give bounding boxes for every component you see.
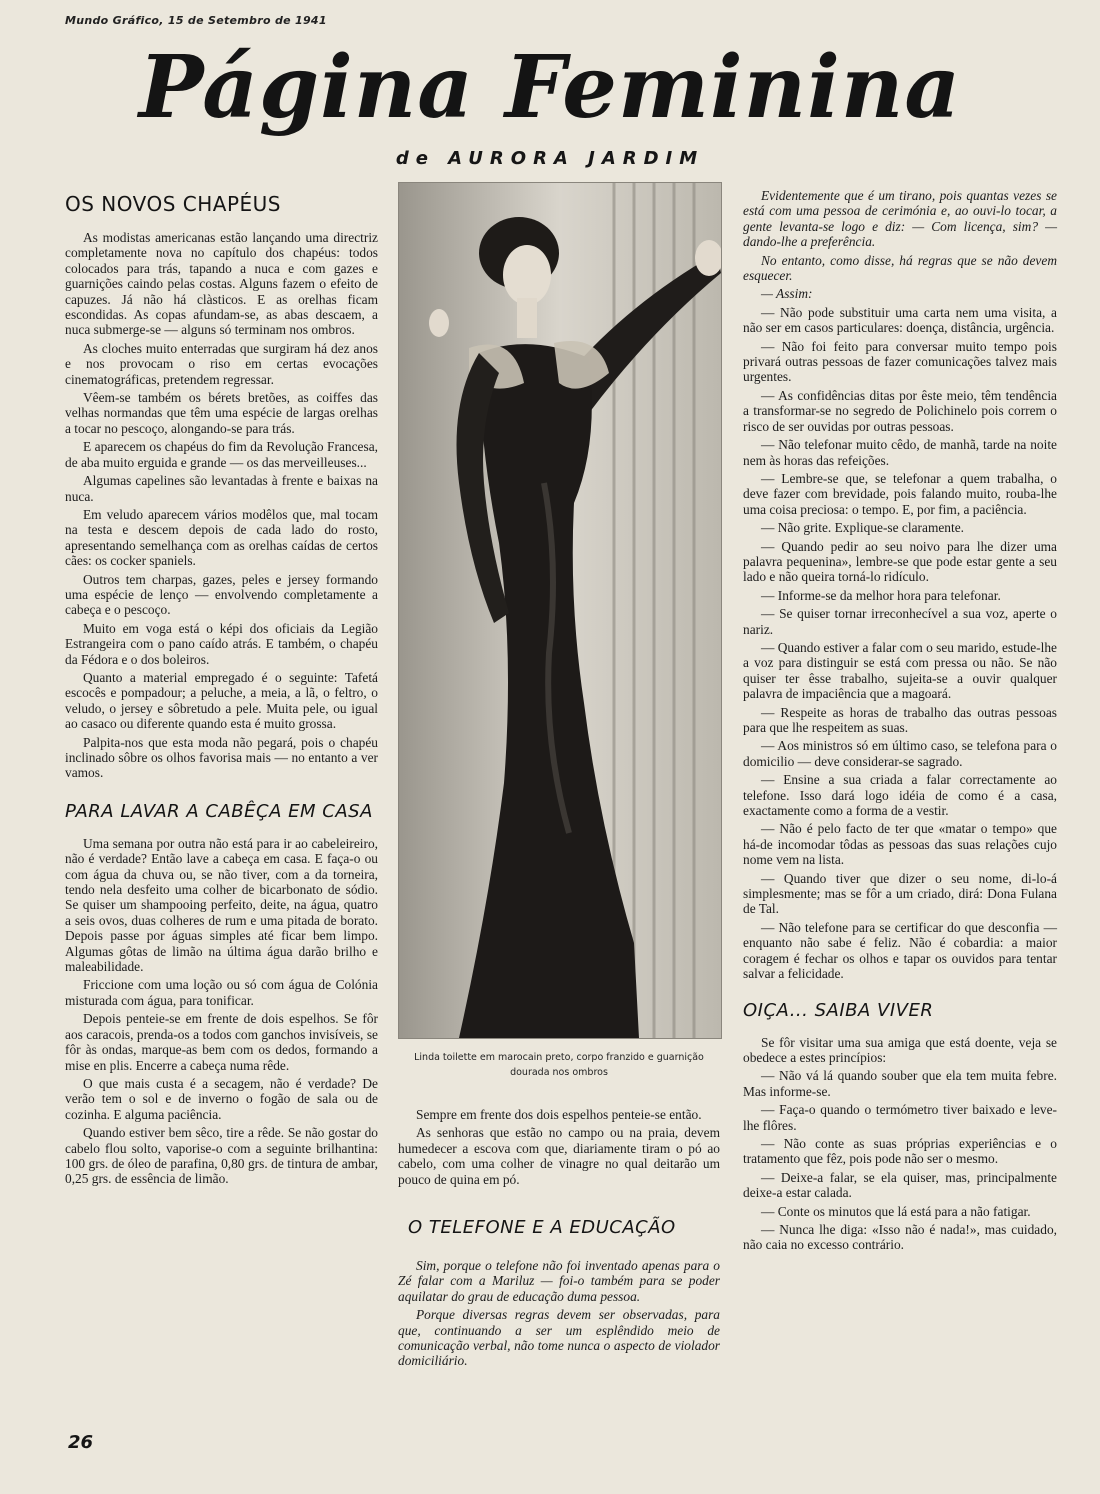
column-middle bbox=[398, 1107, 720, 1372]
paragraph: Se fôr visitar uma sua amiga que está doente, veja se obedece a estes princípios: bbox=[743, 1034, 1057, 1065]
section-heading-novos-chapeus: OS NOVOS CHAPÉUS bbox=[65, 192, 281, 216]
advice-item: — Conte os minutos que lá está para a não fatigar. bbox=[761, 1203, 1031, 1219]
paragraph: Quando estiver bem sêco, tire a rêde. Se não gostar do cabelo flou solto, vaporise-o com a seguinte brilhantina: 100 grs. de óleo de parafina, 0,80 grs. de tintura de ambar, 0,25 grs. de essência de limão. bbox=[65, 1125, 378, 1187]
paragraph: O que mais custa é a secagem, não é verdade? De verão tem o sol e de inverno o fogão de sala ou de cozinha. E alguma paciência. bbox=[65, 1075, 378, 1122]
rule-item: — Não é pelo facto de ter que «matar o tempo» que há-de incomodar tôdas as pessoas das suas relações cujo nome vem na lista. bbox=[743, 821, 1057, 868]
rule-item: — Ensine a sua criada a falar correctamente ao telefone. Isso dará logo idéia de como é a casa, exactamente como a forma de a vestir. bbox=[743, 772, 1057, 819]
paragraph: As modistas americanas estão lançando uma directriz completamente nova no capítulo dos chapéus: todos colocados para trás, tapando a nuca e com gazes e guarnições caindo pelas costas. Alguns fazem o efeito de capuzes. Já não há clàsticos. E as orelhas ficam escondidas. As copas afundam-se, as abas descaem, a nuca submerge-se — alguns só terminam nos ombros. bbox=[65, 230, 378, 338]
paragraph: — Assim: bbox=[761, 286, 813, 302]
paragraph: Depois penteie-se em frente de dois espelhos. Se fôr aos caracois, prenda-os a todos com ganchos invisíveis, se fôr às ondas, marque-as bem com os dedos, formando a mise en plis. Encerre a cabeça numa rêde. bbox=[65, 1011, 378, 1073]
rule-item: — As confidências ditas por êste meio, têm tendência a transformar-se no segredo de Polichinelo pois correm o risco de ser ouvidas por outras pessoas. bbox=[743, 387, 1057, 434]
section-heading-saiba-viver: OIÇA... SAIBA VIVER bbox=[743, 999, 934, 1021]
paragraph: Vêem-se também os bérets bretões, as coiffes das velhas normandas que têm uma espécie de largas orelhas a tocar no pescoço, alongando-se para trás. bbox=[65, 390, 378, 436]
paragraph: Evidentemente que é um tirano, pois quantas vezes se está com uma pessoa de cerimónia e, ao ouvi-lo tocar, a gente levanta-se logo e diz: — Com licença, sim? — dando-lhe a preferência. bbox=[743, 188, 1057, 250]
advice-item: — Nunca lhe diga: «Isso não é nada!», mas cuidado, não caia no excesso contrário. bbox=[743, 1221, 1057, 1253]
rule-item: — Não foi feito para conversar muito tempo pois privará outras pessoas de fazer comunicações talvez mais urgentes. bbox=[743, 338, 1057, 385]
paragraph: Sim, porque o telefone não foi inventado apenas para o Zé falar com a Mariluz — foi-o também para se poder aquilatar do grau de educação duma pessoa. bbox=[398, 1258, 720, 1304]
paragraph: Uma semana por outra não está para ir ao cabeleireiro, não é verdade? Então lave a cabeça em casa. E faça-o ou com água da chuva ou, se não tiver, com a da torneira, tendo nela desfeito uma colher de bicarbonato de sódio. Se quiser um shampooing perfeito, deite, na água, quatro a seis ovos, duas colheres de rum e uma pitada de borato. Depois passe por águas simples até ficar bem limpo. Algumas gôtas de limão na última água darão brilho e maleabilidade. bbox=[65, 835, 378, 975]
rule-item: — Se quiser tornar irreconhecível a sua voz, aperte o nariz. bbox=[743, 606, 1057, 637]
rule-item: — Não telefone para se certificar do que desconfia — enquanto não sabe é feliz. Não é cobardia: a maior coragem é fechar os olhos e tapar os ouvidos para tentar salvar a felicidade. bbox=[743, 919, 1057, 982]
paragraph: Muito em voga está o képi dos oficiais da Legião Estrangeira com o pano caído atrás. E também, o chapéu da Fédora e o dos boleiros. bbox=[65, 620, 378, 667]
paragraph: E aparecem os chapéus do fim da Revolução Francesa, de aba muito erguida e grande — os das merveilleuses... bbox=[65, 439, 378, 470]
page-title: Página Feminina bbox=[138, 37, 962, 138]
rule-item: — Não grite. Explique-se claramente. bbox=[761, 520, 965, 536]
paragraph: Quanto a material empregado é o seguinte: Tafetá escocês e pompadour; a peluche, a meia, a lã, o feltro, o veludo, o jersey e sôbretudo a pele. Muita pele, ou igual ao casaco ou diferente quando esta é muito grossa. bbox=[65, 669, 378, 732]
paragraph: Sempre em frente dos dois espelhos penteie-se então. bbox=[416, 1107, 702, 1122]
advice-item: — Não conte as suas próprias experiências e o tratamento que fêz, pois pode não ser o mesmo. bbox=[743, 1135, 1057, 1167]
paragraph: Palpita-nos que esta moda não pegará, pois o chapéu inclinado sôbre os olhos favorisa mais — no entanto a ver vamos. bbox=[65, 734, 378, 781]
rule-item: — Aos ministros só em último caso, se telefona para o domicilio — deve considerar-se sagrado. bbox=[743, 738, 1057, 769]
section-heading-telefone: O TELEFONE E A EDUCAÇÃO bbox=[408, 1217, 676, 1239]
rule-item: — Lembre-se que, se telefonar a quem trabalha, o deve fazer com brevidade, pois falando muito, rouba-lhe uma coisa preciosa: o tempo. E, por fim, a paciência. bbox=[743, 470, 1057, 517]
publication-line: Mundo Gráfico, 15 de Setembro de 1941 bbox=[65, 14, 327, 27]
rule-item: — Quando tiver que dizer o seu nome, di-lo-á simplesmente; mas se fôr a um criado, dirá: Dona Fulana de Tal. bbox=[743, 870, 1057, 917]
byline: de AURORA JARDIM bbox=[395, 148, 705, 169]
paragraph: No entanto, como disse, há regras que se não devem esquecer. bbox=[743, 252, 1057, 284]
advice-item: — Faça-o quando o termómetro tiver baixado e leve-lhe flôres. bbox=[743, 1102, 1057, 1133]
advice-item: — Deixe-a falar, se ela quiser, mas, principalmente deixe-a estar calada. bbox=[743, 1169, 1057, 1201]
rule-item: — Quando pedir ao seu noivo para lhe dizer uma palavra pequenina», lembre-se que pode estar gente a seu lado e não queira torná-lo ridículo. bbox=[743, 538, 1057, 585]
fashion-photo bbox=[398, 182, 722, 1039]
paragraph: Friccione com uma loção ou só com água de Colónia misturada com água, para tonificar. bbox=[65, 977, 378, 1008]
paragraph: As senhoras que estão no campo ou na praia, devem humedecer a escova com que, diariamente tiram o pó ao cabelo, com uma colher de vinagre no qual deitarão um pouco de quina em pó. bbox=[398, 1125, 720, 1187]
paragraph: Porque diversas regras devem ser observadas, para que, continuando a ser um esplêndido meio de comunicação verbal, não tome nunca o aspecto de violador domiciliário. bbox=[398, 1307, 720, 1369]
rule-item: — Quando estiver a falar com o seu marido, estude-lhe a voz para distinguir se está com pressa ou não. Se não quiser ter êsse trabalho, sujeita-se a ouvir qualquer palavra de impaciência que a magoará. bbox=[743, 639, 1057, 702]
paragraph: Outros tem charpas, gazes, peles e jersey formando uma espécie de lenço — envolvendo completamente a cabeça e o pescoço. bbox=[65, 571, 378, 618]
rule-item: — Não telefonar muito cêdo, de manhã, tarde na noite nem às horas das refeições. bbox=[743, 437, 1057, 468]
column-right bbox=[743, 188, 1057, 1256]
advice-item: — Não vá lá quando souber que ela tem muita febre. Mas informe-se. bbox=[743, 1068, 1057, 1099]
page-number: 26 bbox=[68, 1432, 94, 1453]
column-left bbox=[65, 188, 378, 1190]
photo-caption: Linda toilette em marocain preto, corpo franzido e guarnição dourada nos ombros bbox=[414, 1052, 704, 1078]
rule-item: — Informe-se da melhor hora para telefonar. bbox=[761, 587, 1001, 603]
rule-item: — Respeite as horas de trabalho das outras pessoas para que lhe respeitem as suas. bbox=[743, 704, 1057, 735]
paragraph: As cloches muito enterradas que surgiram há dez anos e nos provocam o riso em certas evocações cinematográficas, pretendem regressar. bbox=[65, 340, 378, 387]
section-heading-lavar-cabeca: PARA LAVAR A CABÊÇA EM CASA bbox=[65, 800, 373, 822]
paragraph: Em veludo aparecem vários modêlos que, mal tocam na testa e descem depois de cada lado do rosto, apresentando semelhança com as orelhas caídas de certos cães: os cocker spaniels. bbox=[65, 506, 378, 569]
paragraph: Algumas capelines são levantadas à frente e baixas na nuca. bbox=[65, 473, 378, 504]
woman-in-gown-illustration bbox=[399, 183, 721, 1038]
rule-item: — Não pode substituir uma carta nem uma visita, a não ser em casos particulares: doença, distância, urgência. bbox=[743, 304, 1057, 336]
